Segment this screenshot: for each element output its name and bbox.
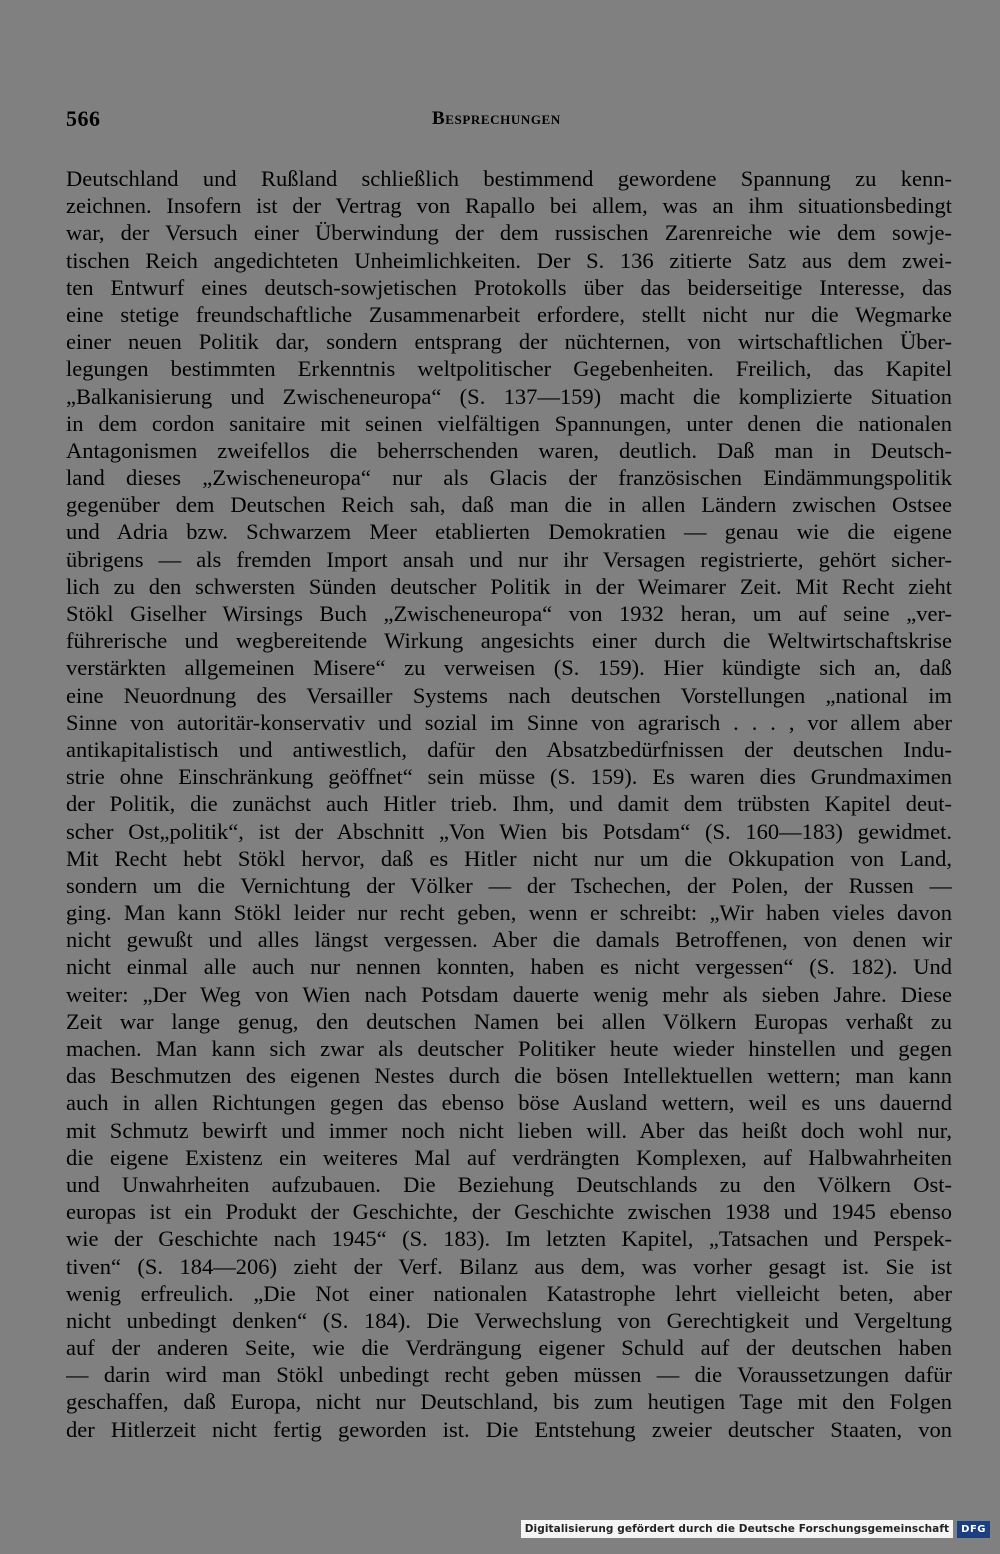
text-line: und Adria bzw. Schwarzem Meer etablierten Demokratien — genau wie die eigene — [66, 519, 952, 545]
text-line: — darin wird man Stökl unbedingt recht geben müssen — die Voraussetzungen dafür — [66, 1362, 952, 1388]
text-line: wenig erfreulich. „Die Not einer nationalen Katastrophe lehrt vielleicht beten, aber — [66, 1280, 952, 1306]
text-line: zeichnen. Insofern ist der Vertrag von Rapallo bei allem, was an ihm situationsbedingt — [66, 193, 952, 219]
text-line: führerische und wegbereitende Wirkung angesichts einer durch die Weltwirtschaftskrise — [66, 628, 952, 654]
text-line: und Unwahrheiten aufzubauen. Die Beziehung Deutschlands zu den Völkern Ost- — [66, 1171, 952, 1197]
text-line: Deutschland und Rußland schließlich bestimmend gewordene Spannung zu kenn- — [66, 166, 952, 191]
running-head: Besprechungen — [432, 108, 561, 129]
text-line: tiven“ (S. 184—206) zieht der Verf. Bilanz aus dem, was vorher gesagt ist. Sie ist — [66, 1253, 952, 1279]
text-line: tischen Reich angedichteten Unheimlichkeiten. Der S. 136 zitierte Satz aus dem zwei- — [66, 247, 952, 273]
page-number: 566 — [66, 106, 101, 131]
text-line: weiter: „Der Weg von Wien nach Potsdam dauerte wenig mehr als sieben Jahre. Diese — [66, 981, 952, 1007]
text-line: Antagonismen zweifellos die beherrschenden waren, deutlich. Daß man in Deutsch- — [66, 437, 952, 463]
text-line: „Balkanisierung und Zwischeneuropa“ (S. 137—159) macht die komplizierte Situation — [66, 383, 952, 409]
text-line: in dem cordon sanitaire mit seinen vielfältigen Spannungen, unter denen die nationalen — [66, 410, 952, 436]
dfg-logo: DFG — [957, 1521, 990, 1538]
text-line: geschaffen, daß Europa, nicht nur Deutschland, bis zum heutigen Tage mit den Folgen — [66, 1389, 952, 1415]
text-line: mit Schmutz bewirft und immer noch nicht lieben will. Aber das heißt doch wohl nur, — [66, 1117, 952, 1143]
text-line: Mit Recht hebt Stökl hervor, daß es Hitler nicht nur um die Okkupation von Land, — [66, 845, 952, 871]
text-line: scher Ost„politik“, ist der Abschnitt „Von Wien bis Potsdam“ (S. 160—183) gewidmet. — [66, 818, 952, 844]
text-line: nicht einmal alle auch nur nennen konnten, haben es nicht vergessen“ (S. 182). Und — [66, 954, 952, 980]
text-line: machen. Man kann sich zwar als deutscher Politiker heute wieder hinstellen und gegen — [66, 1036, 952, 1061]
text-line: nicht gewußt und alles längst vergessen. Aber die damals Betroffenen, von denen wir — [66, 927, 952, 953]
text-line: legungen bestimmten Erkenntnis weltpolitischer Gegebenheiten. Freilich, das Kapitel — [66, 356, 952, 382]
text-line: Stökl Giselher Wirsings Buch „Zwischeneuropa“ von 1932 heran, um auf seine „ver- — [66, 601, 952, 626]
text-line: antikapitalistisch und antiwestlich, dafür den Absatzbedürfnissen der deutschen Indu- — [66, 736, 952, 762]
text-line: Zeit war lange genug, den deutschen Namen bei allen Völkern Europas verhaßt zu — [66, 1008, 952, 1034]
text-line: einer neuen Politik dar, sondern entsprang der nüchternen, von wirtschaftlichen Über- — [66, 329, 952, 355]
text-line: Sinne von autoritär-konservativ und sozial im Sinne von agrarisch . . . , vor allem aber — [66, 709, 952, 735]
text-line: auf der anderen Seite, wie die Verdrängung eigener Schuld auf der deutschen haben — [66, 1335, 952, 1361]
text-line: eine Neuordnung des Versailler Systems nach deutschen Vorstellungen „national im — [66, 682, 952, 708]
text-line: war, der Versuch einer Überwindung der dem russischen Zarenreiche wie dem sowje- — [66, 220, 952, 246]
text-line: der Hitlerzeit nicht fertig geworden ist. Die Entstehung zweier deutscher Staaten, von — [66, 1416, 952, 1442]
digitization-footer — [521, 1518, 990, 1540]
text-line: land dieses „Zwischeneuropa“ nur als Glacis der französischen Eindämmungspolitik — [66, 465, 952, 491]
text-line: europas ist ein Produkt der Geschichte, der Geschichte zwischen 1938 und 1945 ebenso — [66, 1199, 952, 1225]
text-line: das Beschmutzen des eigenen Nestes durch die bösen Intellektuellen wettern; man kann — [66, 1063, 952, 1089]
text-line: lich zu den schwersten Sünden deutscher Politik in der Weimarer Zeit. Mit Recht zieht — [66, 573, 952, 599]
text-line: der Politik, die zunächst auch Hitler trieb. Ihm, und damit dem trübsten Kapitel deut- — [66, 791, 952, 817]
article-body — [66, 165, 952, 1443]
text-line: strie ohne Einschränkung geöffnet“ sein müsse (S. 159). Es waren dies Grundmaximen — [66, 764, 952, 790]
text-line: verstärkten allgemeinen Misere“ zu verweisen (S. 159). Hier kündigte sich an, daß — [66, 655, 952, 681]
text-line: nicht unbedingt denken“ (S. 184). Die Verwechslung von Gerechtigkeit und Vergeltung — [66, 1307, 952, 1333]
text-line: wie der Geschichte nach 1945“ (S. 183). Im letzten Kapitel, „Tatsachen und Perspek- — [66, 1226, 952, 1252]
text-line: ging. Man kann Stökl leider nur recht geben, wenn er schreibt: „Wir haben vieles davon — [66, 900, 952, 926]
text-line: ten Entwurf eines deutsch-sowjetischen Protokolls über das beiderseitige Interesse, das — [66, 274, 952, 300]
text-line: die eigene Existenz ein weiteres Mal auf verdrängten Komplexen, auf Halbwahrheiten — [66, 1144, 952, 1170]
text-line: eine stetige freundschaftliche Zusammenarbeit erfordere, stellt nicht nur die Wegmarke — [66, 301, 952, 327]
text-line: sondern um die Vernichtung der Völker — der Tschechen, der Polen, der Russen — — [66, 872, 952, 898]
text-line: auch in allen Richtungen gegen das ebenso böse Ausland wettern, weil es uns dauernd — [66, 1090, 952, 1116]
funding-attribution: Digitalisierung gefördert durch die Deutsche Forschungsgemeinschaft — [521, 1520, 953, 1538]
text-line: übrigens — als fremden Import ansah und nur ihr Versagen registrierte, gehört sicher- — [66, 546, 952, 572]
text-line: gegenüber dem Deutschen Reich sah, daß man die in allen Ländern zwischen Ostsee — [66, 492, 952, 518]
